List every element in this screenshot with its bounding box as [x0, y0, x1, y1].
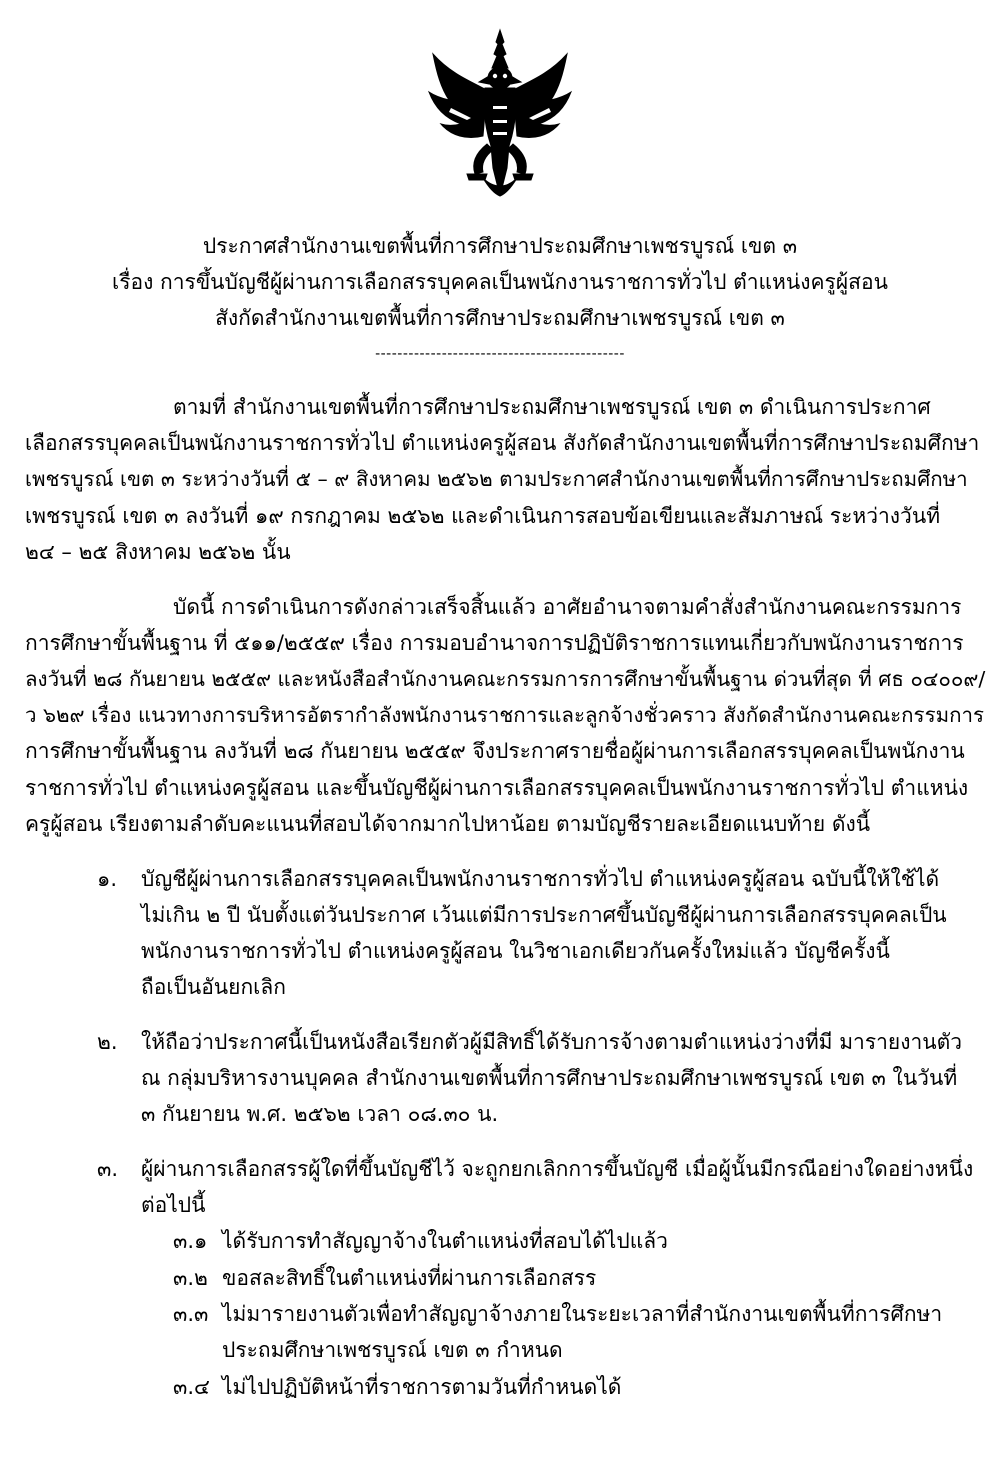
item-number: ๓. — [97, 1157, 119, 1181]
item-line: พนักงานราชการทั่วไป ตำแหน่งครูผู้สอน ในวิชาเอกเดียวกันครั้งใหม่แล้ว บัญชีครั้งนี้ — [141, 939, 890, 963]
item-line: ๓ กันยายน พ.ศ. ๒๕๖๒ เวลา ๐๘.๓๐ น. — [141, 1102, 499, 1126]
para1-line: ตามที่ สำนักงานเขตพื้นที่การศึกษาประถมศึกษาเพชรบูรณ์ เขต ๓ ดำเนินการประกาศ — [173, 395, 931, 419]
para1-line: เพชรบูรณ์ เขต ๓ ระหว่างวันที่ ๕ – ๙ สิงหาคม ๒๕๖๒ ตามประกาศสำนักงานเขตพื้นที่การศึกษาประถมศึกษา — [25, 467, 968, 491]
item-number: ๒. — [97, 1030, 118, 1054]
item-line: ให้ถือว่าประกาศนี้เป็นหนังสือเรียกตัวผู้มีสิทธิ์ได้รับการจ้างตามตำแหน่งว่างที่มี มารายงานตัว — [141, 1030, 963, 1054]
para2-line: ราชการทั่วไป ตำแหน่งครูผู้สอน และขึ้นบัญชีผู้ผ่านการเลือกสรรบุคคลเป็นพนักงานราชการทั่วไป ตำแหน่ง — [25, 776, 969, 800]
para2-line: ลงวันที่ ๒๘ กันยายน ๒๕๕๙ และหนังสือสำนักงานคณะกรรมการการศึกษาขั้นพื้นฐาน ด่วนที่สุด ที่ ศธ ๐๔๐๐๙/ — [25, 667, 986, 691]
announcement-title: ประกาศสำนักงานเขตพื้นที่การศึกษาประถมศึกษาเพชรบูรณ์ เขต ๓ — [202, 234, 798, 258]
para2-line: ว ๖๒๙ เรื่อง แนวทางการบริหารอัตรากำลังพนักงานราชการและลูกจ้างชั่วคราว สังกัดสำนักงานคณะกรรมการ — [25, 703, 985, 727]
subitem-number: ๓.๔ — [173, 1375, 210, 1399]
subitem-number: ๓.๓ — [173, 1302, 209, 1326]
para1-line: ๒๔ – ๒๕ สิงหาคม ๒๕๖๒ นั้น — [25, 540, 291, 564]
item-number: ๑. — [97, 867, 118, 891]
item-line: ผู้ผ่านการเลือกสรรผู้ใดที่ขึ้นบัญชีไว้ จะถูกยกเลิกการขึ้นบัญชี เมื่อผู้นั้นมีกรณีอย่างใดอย่างหนึ่ง — [141, 1157, 974, 1181]
subitem-number: ๓.๑ — [173, 1229, 208, 1253]
subitem-number: ๓.๒ — [173, 1266, 208, 1290]
para2-line: การศึกษาขั้นพื้นฐาน ลงวันที่ ๒๘ กันยายน ๒๕๕๙ จึงประกาศรายชื่อผู้ผ่านการเลือกสรรบุคคลเป็นพนักงาน — [25, 739, 965, 763]
item-line: ต่อไปนี้ — [141, 1193, 206, 1217]
announcement-affiliation: สังกัดสำนักงานเขตพื้นที่การศึกษาประถมศึกษาเพชรบูรณ์ เขต ๓ — [215, 306, 785, 330]
para2-line: การศึกษาขั้นพื้นฐาน ที่ ๕๑๑/๒๕๕๙ เรื่อง การมอบอำนาจการปฏิบัติราชการแทนเกี่ยวกับพนักงานราชการ — [25, 631, 964, 655]
subitem-line: ขอสละสิทธิ์ในตำแหน่งที่ผ่านการเลือกสรร — [222, 1266, 597, 1290]
garuda-emblem-icon — [427, 28, 573, 198]
announcement-subject: เรื่อง การขึ้นบัญชีผู้ผ่านการเลือกสรรบุคคลเป็นพนักงานราชการทั่วไป ตำแหน่งครูผู้สอน — [112, 270, 888, 294]
para2-line: ครูผู้สอน เรียงตามลำดับคะแนนที่สอบได้จากมากไปหาน้อย ตามบัญชีรายละเอียดแนบท้าย ดังนี้ — [25, 812, 871, 836]
para1-line: เลือกสรรบุคคลเป็นพนักงานราชการทั่วไป ตำแหน่งครูผู้สอน สังกัดสำนักงานเขตพื้นที่การศึกษาประถมศึกษา — [25, 431, 980, 455]
para2-line: บัดนี้ การดำเนินการดังกล่าวเสร็จสิ้นแล้ว อาศัยอำนาจตามคำสั่งสำนักงานคณะกรรมการ — [173, 595, 962, 619]
item-line: ณ กลุ่มบริหารงานบุคคล สำนักงานเขตพื้นที่การศึกษาประถมศึกษาเพชรบูรณ์ เขต ๓ ในวันที่ — [141, 1066, 958, 1090]
header-divider: --------------------------------------------- — [375, 346, 625, 362]
item-line: บัญชีผู้ผ่านการเลือกสรรบุคคลเป็นพนักงานราชการทั่วไป ตำแหน่งครูผู้สอน ฉบับนี้ให้ใช้ได้ — [141, 867, 940, 891]
item-line: ถือเป็นอันยกเลิก — [141, 975, 286, 999]
subitem-line: ประถมศึกษาเพชรบูรณ์ เขต ๓ กำหนด — [222, 1338, 563, 1362]
item-line: ไม่เกิน ๒ ปี นับตั้งแต่วันประกาศ เว้นแต่มีการประกาศขึ้นบัญชีผู้ผ่านการเลือกสรรบุคคลเป็น — [141, 903, 947, 927]
subitem-line: ไม่ไปปฏิบัติหน้าที่ราชการตามวันที่กำหนดได้ — [222, 1375, 622, 1399]
subitem-line: ไม่มารายงานตัวเพื่อทำสัญญาจ้างภายในระยะเวลาที่สำนักงานเขตพื้นที่การศึกษา — [222, 1302, 943, 1326]
para1-line: เพชรบูรณ์ เขต ๓ ลงวันที่ ๑๙ กรกฎาคม ๒๕๖๒ และดำเนินการสอบข้อเขียนและสัมภาษณ์ ระหว่างวันที่ — [25, 504, 941, 528]
subitem-line: ได้รับการทำสัญญาจ้างในตำแหน่งที่สอบได้ไปแล้ว — [222, 1229, 668, 1253]
